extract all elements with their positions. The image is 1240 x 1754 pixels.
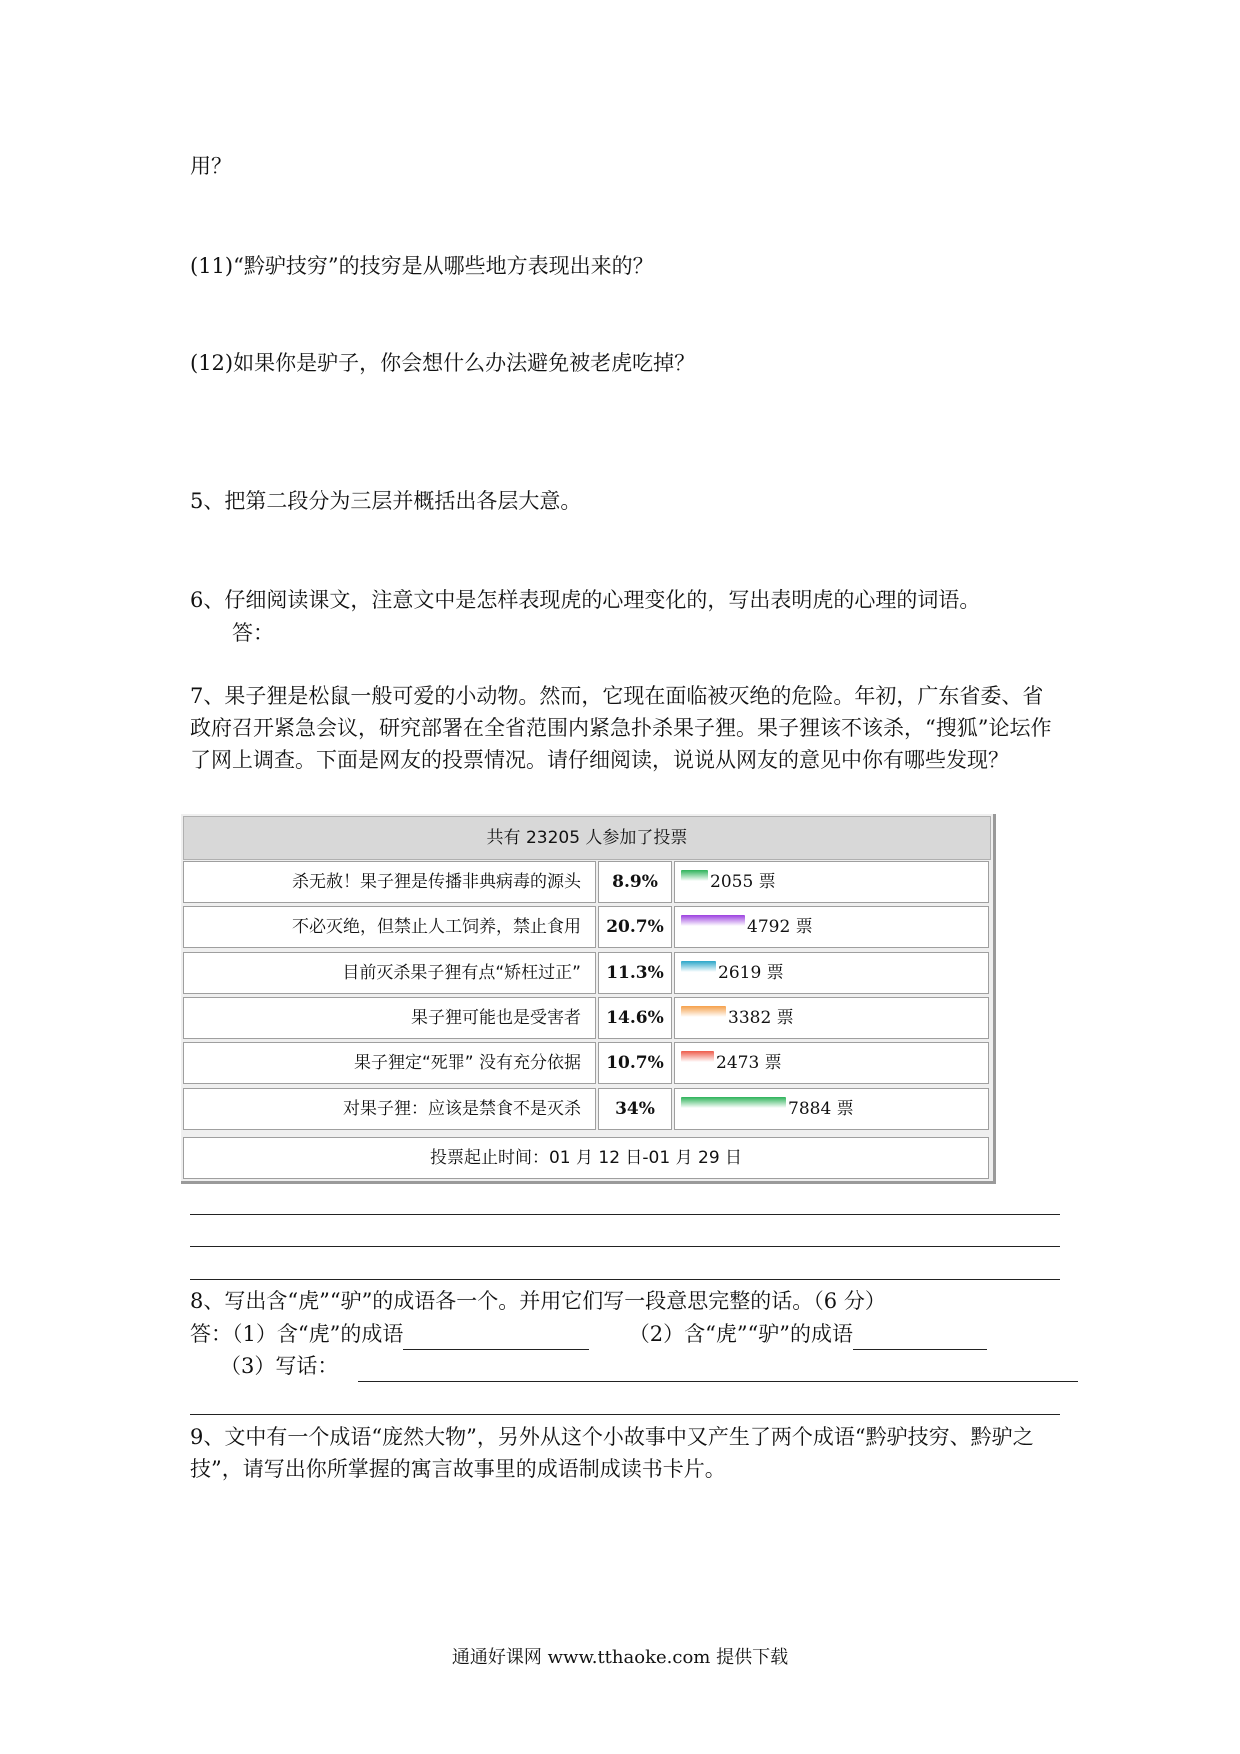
poll-bar [681, 915, 745, 926]
poll-bar [681, 1097, 786, 1108]
poll-option-result [674, 1088, 989, 1130]
poll-option-label: 杀无赦！果子狸是传播非典病毒的源头 [183, 861, 596, 903]
poll-bar [681, 961, 716, 972]
poll-option-result [674, 952, 989, 994]
poll-bar [681, 1051, 714, 1062]
poll-option-result [674, 906, 989, 948]
poll-row [183, 906, 989, 948]
poll-option-label: 果子狸可能也是受害者 [183, 997, 596, 1039]
poll-vote-count: 3382 票 [728, 1007, 794, 1028]
poll-row [183, 997, 989, 1039]
question-7: 7、果子狸是松鼠一般可爱的小动物。然而，它现在面临被灭绝的危险。年初，广东省委、省政府召开紧急会议，研究部署在全省范围内紧急扑杀果子狸。果子狸该不该杀，“搜狐”论坛作了网上调查。下面是网友的投票情况。请仔细阅读，说说从网友的意见中你有哪些发现？ [190, 684, 1052, 772]
poll-option-result [674, 1042, 989, 1084]
poll-vote-count: 2619 票 [718, 962, 784, 983]
page-footer: 通通好课网 www.tthaoke.com 提供下载 [451, 1647, 789, 1668]
poll-row [183, 861, 989, 903]
question-8: 8、写出含“虎”“驴”的成语各一个。并用它们写一段意思完整的话。（6 分） [190, 1289, 886, 1313]
answer-line [190, 1414, 1060, 1415]
poll-option-percent: 14.6% [598, 997, 672, 1039]
question-12: (12)如果你是驴子，你会想什么办法避免被老虎吃掉？ [190, 351, 696, 375]
poll-option-percent: 34% [598, 1088, 672, 1130]
answer-line [190, 1246, 1060, 1247]
poll-footer: 投票起止时间：01 月 12 日-01 月 29 日 [183, 1137, 989, 1179]
poll-vote-count: 7884 票 [788, 1098, 854, 1119]
question-8-answer-2-label: （2）含“虎”“驴”的成语 [628, 1322, 854, 1346]
poll-option-label: 果子狸定“死罪” 没有充分依据 [183, 1042, 596, 1084]
answer-blank[interactable] [358, 1359, 1078, 1382]
poll-row [183, 952, 989, 994]
question-8-answer-3-row [220, 1350, 1078, 1382]
poll-option-label: 不必灭绝，但禁止人工饲养，禁止食用 [183, 906, 596, 948]
poll-vote-count: 2473 票 [716, 1053, 782, 1074]
answer-blank[interactable] [853, 1327, 987, 1350]
poll-bar [681, 870, 708, 881]
answer-line [190, 1214, 1060, 1215]
question-11: (11)“黔驴技穷”的技穷是从哪些地方表现出来的？ [190, 254, 654, 278]
answer-line [190, 1279, 1060, 1280]
poll-option-result [674, 997, 989, 1039]
poll-option-label: 对果子狸：应该是禁食不是灭杀 [183, 1088, 596, 1130]
poll-option-percent: 8.9% [598, 861, 672, 903]
poll-option-label: 目前灭杀果子狸有点“矫枉过正” [183, 952, 596, 994]
answer-blank[interactable] [403, 1327, 589, 1350]
poll-bar [681, 1006, 726, 1017]
poll-row [183, 1088, 989, 1130]
question-6-answer-label: 答： [232, 621, 274, 645]
question-6: 6、仔细阅读课文，注意文中是怎样表现虎的心理变化的，写出表明虎的心理的词语。 [190, 588, 981, 612]
question-8-answer-3-label: （3）写话： [220, 1354, 339, 1378]
poll-header: 共有 23205 人参加了投票 [183, 816, 991, 860]
poll-vote-count: 2055 票 [710, 872, 776, 892]
question-10-fragment: 用？ [190, 154, 232, 178]
poll-table [181, 814, 996, 1184]
poll-vote-count: 4792 票 [747, 917, 813, 938]
question-8-answer-row [190, 1318, 987, 1350]
poll-option-result [674, 861, 989, 903]
question-9: 9、文中有一个成语“庞然大物”，另外从这个小故事中又产生了两个成语“黔驴技穷、黔驴之技”，请写出你所掌握的寓言故事里的成语制成读书卡片。 [190, 1425, 1034, 1481]
poll-option-percent: 11.3% [598, 952, 672, 994]
poll-option-percent: 20.7% [598, 906, 672, 948]
poll-row [183, 1042, 989, 1084]
question-5: 5、把第二段分为三层并概括出各层大意。 [190, 489, 582, 513]
poll-option-percent: 10.7% [598, 1042, 672, 1084]
question-8-answer-1-label: 答：（1）含“虎”的成语 [190, 1322, 404, 1346]
